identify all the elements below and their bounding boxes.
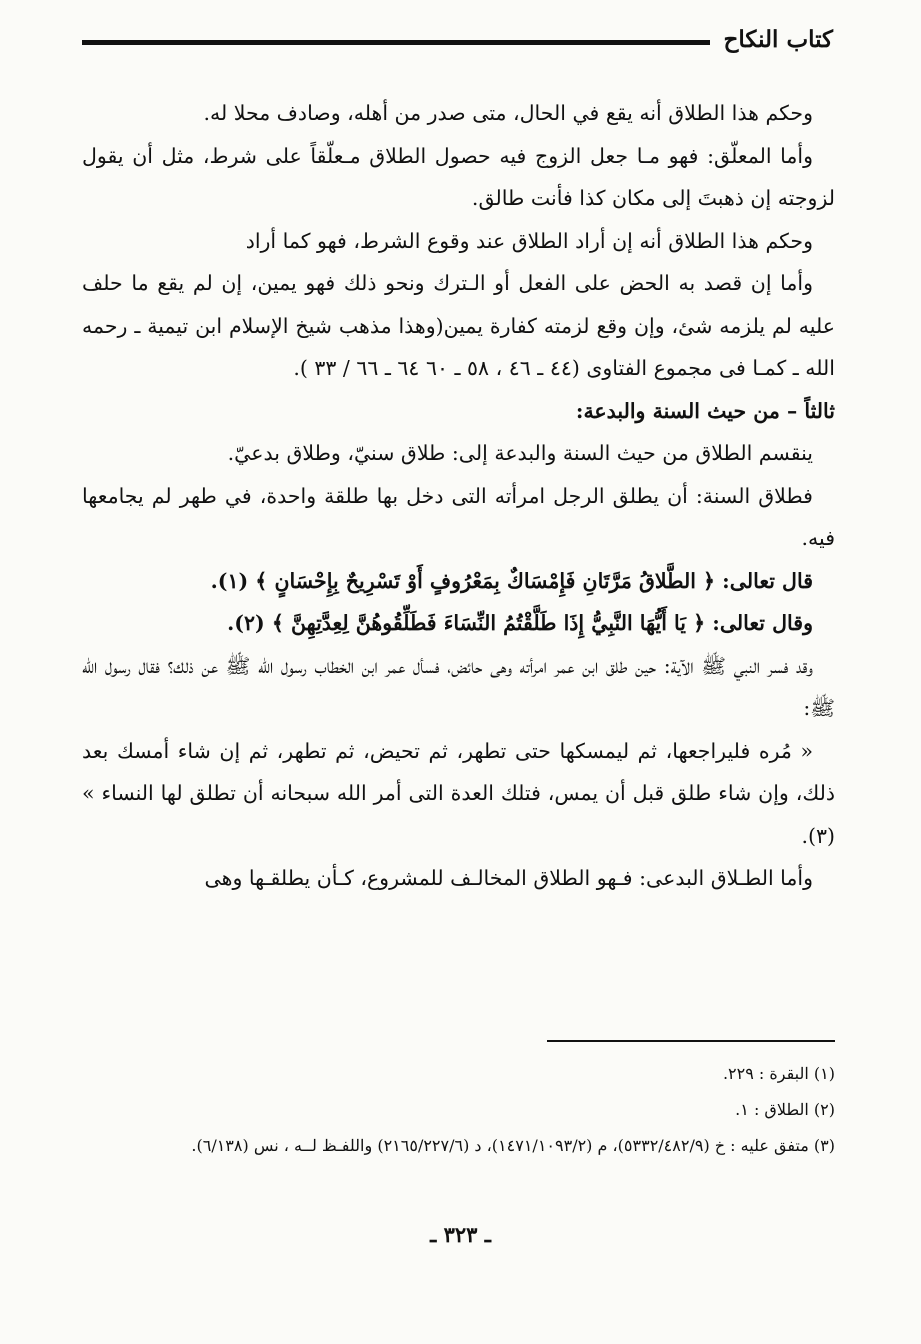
section-heading: ثالثاً – من حيث السنة والبدعة:: [575, 398, 835, 423]
chapter-title: كتاب النكاح: [723, 25, 833, 53]
footnote-rule: [547, 1040, 835, 1042]
body-text: [82, 92, 835, 900]
hadith-quote: « مُره فليراجعها، ثم ليمسكها حتى تطهر، ثم تحيض، ثم تطهر، ثم إن شاء أمسك بعد ذلك، وإن شاء طلق قبل أن يمس، فتلك العدة التى أمر الله سبحانه أن تطلق لها النساء » (٣).: [82, 738, 835, 848]
footnote-1: (١) البقرة : ٢٢٩.: [722, 1064, 835, 1083]
page-number: ـ ٣٢٣ ـ: [430, 1222, 491, 1247]
paragraph-conditional-divorce: وأما المعلّق: فهو مـا جعل الزوج فيه حصول الطلاق مـعلّقاً على شرط، مثل أن يقول لزوجته إن ذهبتَ إلى مكان كذا فأنت طالق.: [82, 143, 835, 210]
paragraph-ruling-immediate: وحكم هذا الطلاق أنه يقع في الحال، متى صدر من أهله، وصادف محلا له.: [203, 101, 813, 125]
paragraph-prophet-explanation: وقد فسر النبي ﷺ الآية: حين طلق ابن عمر امرأته وهى حائض، فسأل عمر ابن الخطاب رسول الله ﷺ عن ذلك؟ فقال رسول الله ﷺ:: [82, 653, 835, 720]
quran-quote-1: قال تعالى: ﴿ الطَّلاقُ مَرَّتَانِ فَإِمْسَاكٌ بِمَعْرُوفٍ أَوْ تَسْرِيحٌ بِإِحْسَانٍ ﴾ (١).: [210, 568, 813, 593]
paragraph-bidah-divorce: وأما الطـلاق البدعى: فـهو الطلاق المخالـف للمشروع، كـأن يطلقـها وهى: [204, 866, 813, 890]
footnotes: [82, 1056, 835, 1164]
paragraph-ruling-conditional: وحكم هذا الطلاق أنه إن أراد الطلاق عند وقوع الشرط، فهو كما أراد: [245, 228, 813, 253]
paragraph-division: ينقسم الطلاق من حيث السنة والبدعة إلى: طلاق سنيّ، وطلاق بدعيّ.: [227, 441, 813, 465]
running-header: [82, 14, 833, 64]
header-rule: [82, 40, 710, 45]
quran-quote-2: وقال تعالى: ﴿ يَا أَيُّهَا النَّبِيُّ إِذَا طَلَّقْتُمُ النِّسَاءَ فَطَلِّقُوهُنَّ لِعِدَّتِهِنَّ ﴾ (٢).: [227, 611, 813, 635]
paragraph-oath-intent: وأما إن قصد به الحض على الفعل أو الـترك ونحو ذلك فهو يمين، إن لم يقع ما حلف عليه لم يلزمه شئ، وإن وقع لزمته كفارة يمين(وهذا مذهب شيخ الإسلام ابن تيمية ـ رحمه الله ـ كمـا فى مجموع الفتاوى (٤٤ ـ ٤٦ ، ٥٨ ـ ٦٠ ٦٤ ـ ٦٦ / ٣٣ ).: [82, 271, 835, 380]
paragraph-sunnah-divorce: فطلاق السنة: أن يطلق الرجل امرأته التى دخل بها طلقة واحدة، في طهر لم يجامعها فيه.: [82, 483, 835, 550]
footnote-3: (٣) متفق عليه : خ (٥٣٣٢/٤٨٢/٩)، م (١٤٧١/١٠٩٣/٢)، د (٢١٦٥/٢٢٧/٦) واللفـظ لــه ، نس (٦/١٣٨).: [191, 1136, 835, 1155]
footnote-2: (٢) الطلاق : ١.: [735, 1100, 835, 1119]
